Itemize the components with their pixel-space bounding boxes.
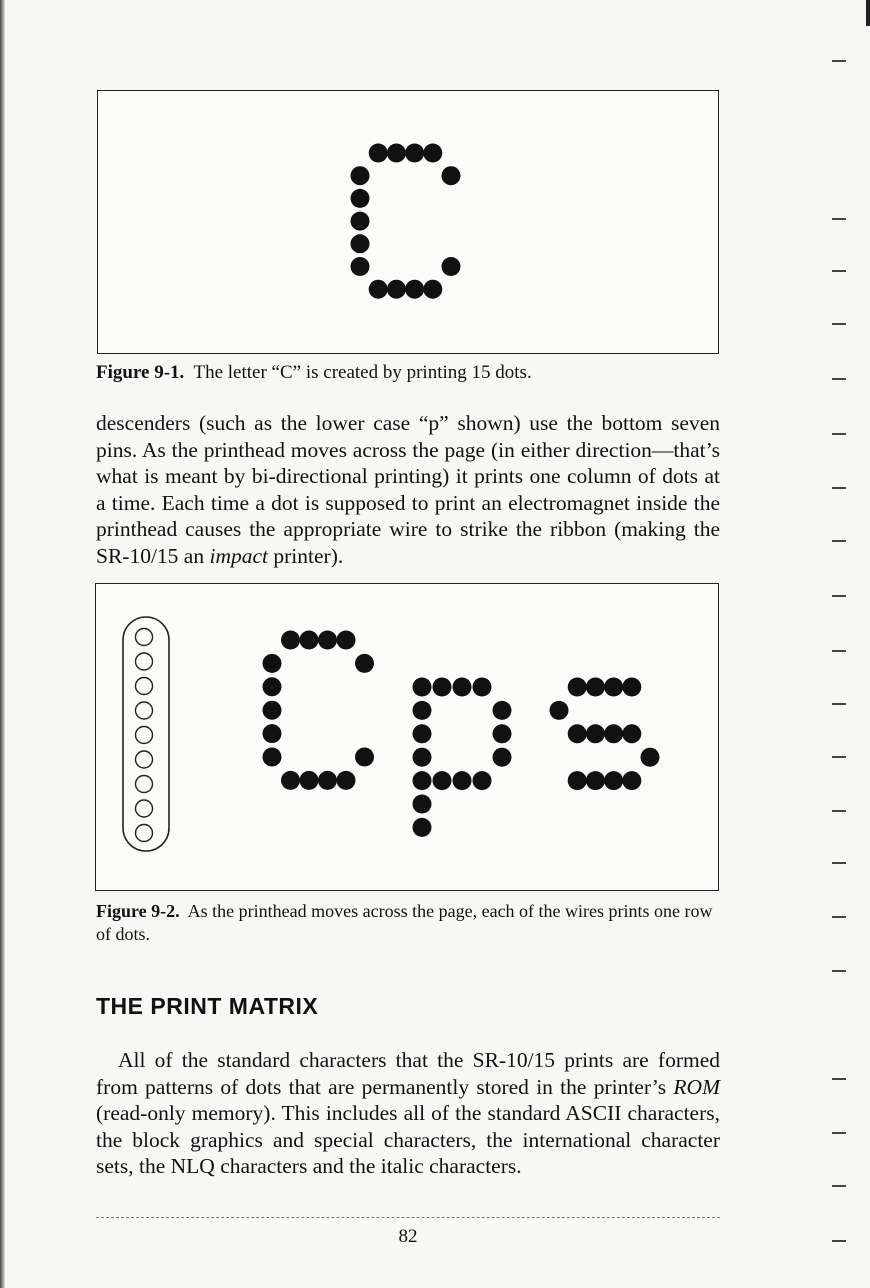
printhead-and-dot-matrix-letters bbox=[96, 584, 718, 890]
matrix-dot bbox=[369, 144, 388, 163]
matrix-dot bbox=[433, 771, 452, 790]
matrix-dot bbox=[263, 677, 282, 696]
figure-label: Figure 9-1. bbox=[96, 362, 185, 383]
figure-9-1-box bbox=[97, 90, 719, 354]
paragraph-text: All of the standard characters that the SR-10/15 prints are formed from patterns of dots that are permanently stored in the printer’s bbox=[96, 1048, 720, 1099]
paragraph-text: printer). bbox=[268, 543, 344, 568]
matrix-dot bbox=[387, 280, 406, 299]
matrix-dot bbox=[337, 631, 356, 650]
matrix-dot bbox=[550, 701, 569, 720]
matrix-dot bbox=[351, 257, 370, 276]
matrix-dot bbox=[604, 724, 623, 743]
matrix-dot bbox=[413, 678, 432, 697]
glyph-C bbox=[263, 631, 375, 790]
glyph-s bbox=[550, 678, 660, 791]
matrix-dot bbox=[473, 771, 492, 790]
figure-9-2-box bbox=[95, 583, 719, 891]
matrix-dot bbox=[641, 748, 660, 767]
matrix-dot bbox=[413, 771, 432, 790]
matrix-dot bbox=[473, 678, 492, 697]
matrix-dot bbox=[351, 212, 370, 231]
printhead-pin bbox=[136, 653, 153, 670]
matrix-dot bbox=[423, 280, 442, 299]
printhead-pin bbox=[136, 702, 153, 719]
matrix-dot bbox=[300, 771, 319, 790]
printhead-pin bbox=[136, 776, 153, 793]
matrix-dot bbox=[413, 748, 432, 767]
printhead-pin bbox=[136, 800, 153, 817]
matrix-dot bbox=[586, 678, 605, 697]
matrix-dot bbox=[263, 654, 282, 673]
figure-caption-text: As the printhead moves across the page, each of the wires prints one row of dots. bbox=[96, 901, 713, 944]
matrix-dot bbox=[442, 257, 461, 276]
matrix-dot bbox=[318, 771, 337, 790]
paragraph-italic: impact bbox=[209, 543, 269, 568]
paragraph-text: (read-only memory). This includes all of the standard ASCII characters, the block graphics and special characters, the international character sets, the NLQ characters and the italic characters. bbox=[96, 1101, 720, 1178]
body-paragraph bbox=[96, 410, 720, 569]
matrix-dot bbox=[369, 280, 388, 299]
footer-rule bbox=[96, 1217, 720, 1218]
glyph-p bbox=[413, 678, 512, 837]
printhead-pin bbox=[136, 825, 153, 842]
figure-label: Figure 9-2. bbox=[96, 901, 180, 921]
matrix-dot bbox=[413, 724, 432, 743]
matrix-dot bbox=[433, 678, 452, 697]
figure-caption-text: The letter “C” is created by printing 15 dots. bbox=[193, 362, 532, 383]
matrix-dot bbox=[405, 280, 424, 299]
matrix-dot bbox=[355, 748, 374, 767]
matrix-dot bbox=[423, 144, 442, 163]
page-left-edge bbox=[0, 0, 5, 1288]
matrix-dot bbox=[568, 724, 587, 743]
paragraph-italic: ROM bbox=[673, 1074, 720, 1099]
matrix-dot bbox=[300, 631, 319, 650]
page-number: 82 bbox=[398, 1226, 418, 1247]
printhead-pin bbox=[136, 629, 153, 646]
matrix-dot bbox=[413, 701, 432, 720]
matrix-dot bbox=[413, 795, 432, 814]
matrix-dot bbox=[568, 771, 587, 790]
matrix-dot bbox=[337, 771, 356, 790]
matrix-dot bbox=[281, 631, 300, 650]
matrix-dot bbox=[263, 748, 282, 767]
figure-9-1-caption bbox=[96, 361, 720, 385]
matrix-dot bbox=[604, 678, 623, 697]
matrix-dot bbox=[355, 654, 374, 673]
matrix-dot bbox=[622, 678, 641, 697]
printhead-pin bbox=[136, 727, 153, 744]
printhead-pin bbox=[136, 751, 153, 768]
matrix-dot bbox=[622, 771, 641, 790]
matrix-dot bbox=[453, 771, 472, 790]
matrix-dot bbox=[351, 189, 370, 208]
section-heading: THE PRINT MATRIX bbox=[96, 993, 319, 1019]
matrix-dot bbox=[453, 678, 472, 697]
matrix-dot bbox=[387, 144, 406, 163]
matrix-dot bbox=[604, 771, 623, 790]
matrix-dot bbox=[622, 724, 641, 743]
matrix-dot bbox=[442, 166, 461, 185]
matrix-dot bbox=[405, 144, 424, 163]
matrix-dot bbox=[318, 631, 337, 650]
body-paragraph bbox=[96, 1047, 720, 1180]
matrix-dot bbox=[413, 818, 432, 837]
matrix-dot bbox=[351, 166, 370, 185]
matrix-dot bbox=[351, 234, 370, 253]
matrix-dot bbox=[493, 724, 512, 743]
matrix-dot bbox=[263, 701, 282, 720]
page-right-edge-mark bbox=[866, 0, 870, 26]
matrix-dot bbox=[493, 701, 512, 720]
matrix-dot bbox=[493, 748, 512, 767]
figure-9-2-caption bbox=[96, 900, 720, 946]
glyph-C bbox=[351, 144, 461, 299]
matrix-dot bbox=[263, 724, 282, 743]
dot-matrix-letter-c bbox=[98, 91, 718, 353]
matrix-dot bbox=[568, 678, 587, 697]
paragraph-text: descenders (such as the lower case “p” shown) use the bottom seven pins. As the printhead moves across the page (in either direction—that’s what is meant by bi-directional printing) it prints one column of dots at a time. Each time a dot is supposed to print an electromagnet inside the printhead causes the appropriate wire to strike the ribbon (making the SR-10/15 an bbox=[96, 411, 720, 568]
printhead-pin bbox=[136, 678, 153, 695]
matrix-dot bbox=[586, 724, 605, 743]
matrix-dot bbox=[281, 771, 300, 790]
matrix-dot bbox=[586, 771, 605, 790]
printhead-icon bbox=[123, 617, 169, 851]
